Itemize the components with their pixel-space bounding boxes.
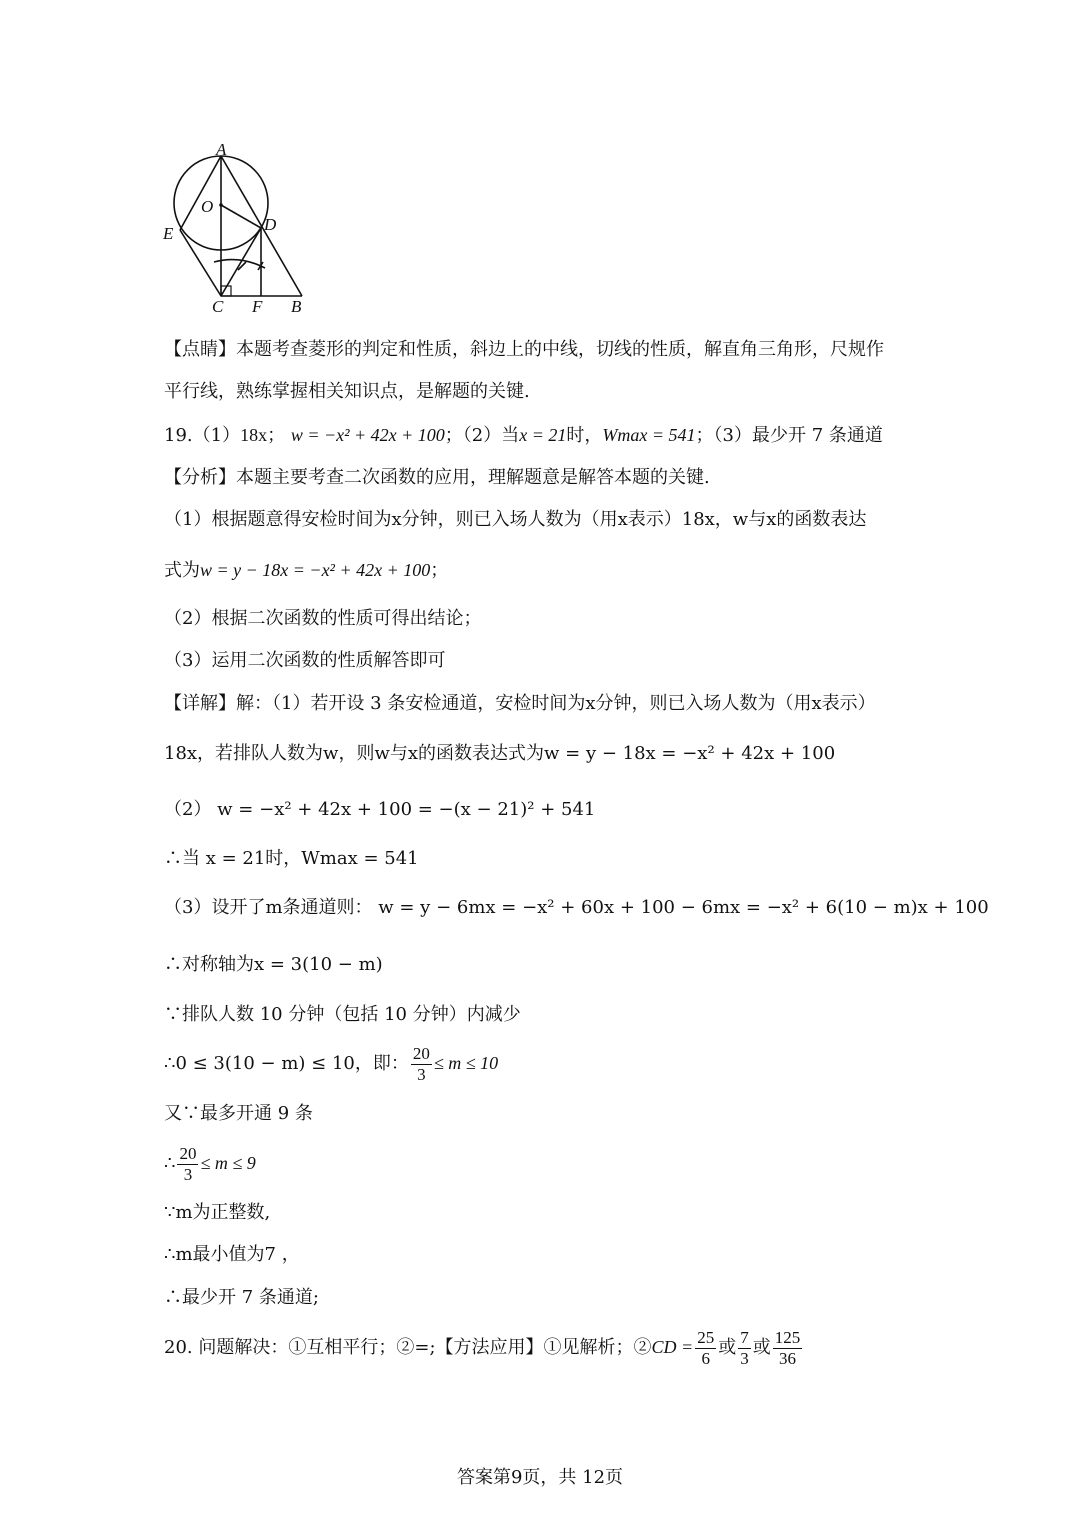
q20-answer-line [164, 1324, 804, 1371]
q19-part1-label: （1） [192, 425, 241, 446]
label-f: F [252, 297, 263, 315]
dianjing-line-1 [164, 338, 884, 362]
detail-line-11: ∵m为正整数, [164, 1202, 271, 1223]
geometry-figure [160, 140, 320, 315]
label-b: B [291, 297, 302, 315]
fraction-7-3: $\frac{7}{3}$ [740, 1327, 749, 1368]
q19-sep-1: ； [267, 425, 286, 446]
analysis-expr-suffix: ； [430, 560, 449, 581]
analysis-step-3: （3）运用二次函数的性质解答即可 [164, 650, 446, 671]
label-e: E [163, 224, 174, 243]
analysis-step-2: （2）根据二次函数的性质可得出结论； [164, 608, 482, 629]
label-a: A [216, 140, 227, 159]
detail-text-1: 解：（1）若开设 3 条安检通道，安检时间为x分钟，则已入场人数为（用x表示） [236, 693, 876, 714]
fraction-20-3b: $\frac{20}{3}$ [179, 1143, 197, 1184]
label-o: O [201, 197, 214, 216]
point-o [219, 203, 223, 207]
detail-line-13: ∴最少开 7 条通道; [164, 1287, 319, 1308]
detail-8-suffix: ≤ m ≤ 10 [433, 1053, 499, 1073]
q20-number: 20. [164, 1337, 193, 1358]
page-footer: 答案第9页，共 12页 [456, 1467, 624, 1488]
fraction-25-6: $\frac{25}{6}$ [697, 1327, 715, 1368]
detail-8-prefix: ∴0 ≤ 3(10 − m) ≤ 10，即： [164, 1053, 409, 1074]
detail-line-5: （3）设开了m条通道则： w = y − 6mx = −x² + 60x + 100 − 6mx = −x² + 6(10 − m)x + 100 [164, 897, 989, 918]
fraction-125-36: $\frac{125}{36}$ [774, 1327, 801, 1368]
detail-line-1 [164, 692, 876, 716]
detail-line-12: ∴m最小值为7 ， [164, 1244, 300, 1265]
detail-10-prefix: ∴ [164, 1153, 176, 1174]
q20-or-1: 或 [718, 1337, 737, 1358]
q19-answer-line [164, 423, 883, 448]
detail-line-2: 18x，若排队人数为w，则w与x的函数表达式为w = y − 18x = −x² + 42x + 100 [164, 743, 836, 764]
dianjing-tag: 【点睛】 [164, 339, 236, 360]
analysis-expr: w = y − 18x = −x² + 42x + 100 [200, 560, 431, 580]
q19-part2-label: ；（2）当 [444, 425, 520, 446]
detail-line-4: ∴当 x = 21时，Wmax = 541 [164, 848, 419, 869]
analysis-text: 本题主要考查二次函数的应用，理解题意是解答本题的关键. [236, 467, 710, 488]
q19-part3: ；（3）最少开 7 条通道 [695, 425, 883, 446]
segment-ae [180, 156, 221, 230]
analysis-step-1b [164, 558, 448, 583]
q19-number: 19. [164, 425, 193, 446]
analysis-step-1: （1）根据题意得安检时间为x分钟，则已入场人数为（用x表示）18x，w与x的函数表达 [164, 509, 867, 530]
q19-when: 时， [566, 425, 603, 446]
analysis-line [164, 466, 710, 490]
segment-od [221, 205, 261, 228]
q20-cd: CD = [651, 1337, 694, 1357]
detail-line-7: ∵排队人数 10 分钟（包括 10 分钟）内减少 [164, 1004, 521, 1025]
fraction-20-3: $\frac{20}{3}$ [412, 1043, 430, 1084]
q19-wmax: Wmax = 541 [602, 425, 696, 445]
label-d: D [264, 215, 277, 234]
detail-line-3: （2） w = −x² + 42x + 100 = −(x − 21)² + 541 [164, 799, 596, 820]
detail-tag: 【详解】 [164, 693, 236, 714]
q19-answer-1: 18x [240, 425, 268, 445]
detail-10-suffix: ≤ m ≤ 9 [200, 1153, 256, 1173]
q20-or-2: 或 [752, 1337, 771, 1358]
label-c: C [212, 297, 224, 315]
detail-line-8 [164, 1040, 498, 1087]
dianjing-line-2: 平行线，熟练掌握相关知识点，是解题的关键. [164, 381, 530, 402]
detail-line-10 [164, 1140, 256, 1187]
q19-w-expression: w = −x² + 42x + 100 [290, 425, 445, 445]
dianjing-text-1: 本题考查菱形的判定和性质，斜边上的中线，切线的性质，解直角三角形，尺规作 [236, 339, 884, 360]
q20-text: 问题解决：①互相平行；②=;【方法应用】①见解析；② [198, 1337, 652, 1358]
q19-x-value: x = 21 [519, 425, 567, 445]
analysis-tag: 【分析】 [164, 467, 236, 488]
detail-line-6: ∴对称轴为x = 3(10 − m) [164, 954, 383, 975]
segment-ec [180, 230, 221, 296]
analysis-expr-prefix: 式为 [164, 560, 200, 581]
detail-line-9: 又∵最多开通 9 条 [164, 1103, 313, 1124]
